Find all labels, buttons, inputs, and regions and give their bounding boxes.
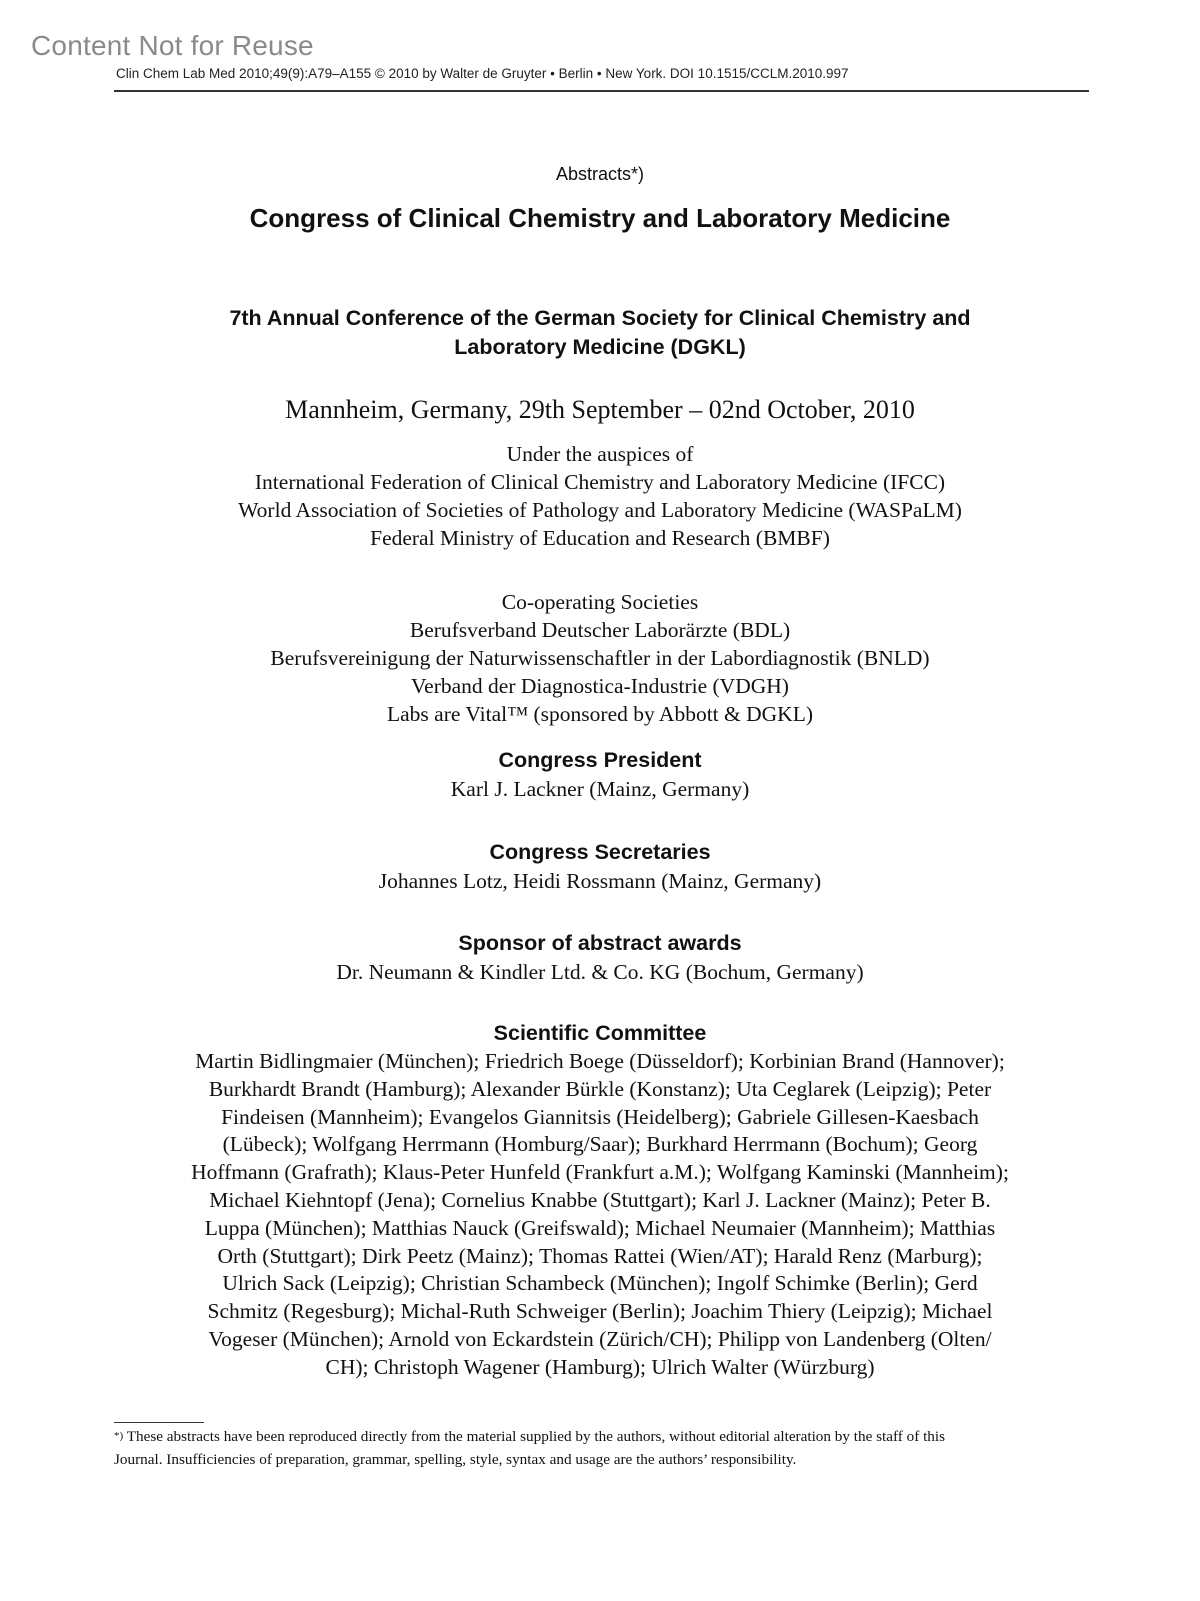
committee-members [110,1048,1090,1382]
sponsor-name: Dr. Neumann & Kindler Ltd. & Co. KG (Bochum, Germany) [336,960,864,984]
sponsor-section [100,928,1100,987]
president-name: Karl J. Lackner (Mainz, Germany) [450,777,750,801]
auspices-line: Under the auspices of [506,442,694,466]
conference-location: Mannheim, Germany, 29th September – 02nd October, 2010 [285,395,915,424]
watermark: Content Not for Reuse [31,30,314,61]
conference-title-line-1: 7th Annual Conference of the German Society for Clinical Chemistry and [229,306,971,330]
footnote-mark: *) [114,1430,124,1442]
auspices-block [100,440,1100,552]
abstracts-kicker: Abstracts*) [555,164,645,184]
journal-citation: Clin Chem Lab Med 2010;49(9):A79–A155 © 2010 by Walter de Gruyter • Berlin • New York. DOI 10.1515/CCLM.2010.997 [116,66,849,81]
cooperating-line: Co-operating Societies [501,590,699,614]
auspices-line: Federal Ministry of Education and Research (BMBF) [370,526,830,550]
committee-line: Luppa (München); Matthias Nauck (Greifswald); Michael Neumaier (Mannheim); Matthias [204,1215,996,1240]
committee-line: Vogeser (München); Arnold von Eckardstein (Zürich/CH); Philipp von Landenberg (Olten/ [208,1326,992,1351]
cooperating-line: Berufsvereinigung der Naturwissenschaftler in der Labordiagnostik (BNLD) [270,646,930,670]
secretaries-heading: Congress Secretaries [489,840,711,864]
committee-heading: Scientific Committee [493,1021,707,1045]
footnote-line-2: Journal. Insufficiencies of preparation, grammar, spelling, style, syntax and usage are the authors’ responsibility. [114,1451,797,1468]
committee-line: Michael Kiehntopf (Jena); Cornelius Knabbe (Stuttgart); Karl J. Lackner (Mainz); Peter B. [209,1187,991,1212]
committee-line: Schmitz (Regesburg); Michal-Ruth Schweiger (Berlin); Joachim Thiery (Leipzig); Michael [207,1299,993,1324]
cooperating-line: Verband der Diagnostica-Industrie (VDGH) [411,674,789,698]
scientific-committee-section [110,1018,1090,1382]
president-heading: Congress President [498,748,702,772]
committee-line: (Lübeck); Wolfgang Herrmann (Homburg/Saar); Burkhard Herrmann (Bochum); Georg [222,1132,978,1157]
sponsor-heading: Sponsor of abstract awards [458,931,742,955]
footnote [114,1425,1089,1471]
footnote-text-1: These abstracts have been reproduced directly from the material supplied by the authors, without editorial alteration by the staff of this [126,1428,946,1445]
cooperating-line: Berufsverband Deutscher Laborärzte (BDL) [409,618,791,642]
committee-line: Martin Bidlingmaier (München); Friedrich Boege (Düsseldorf); Korbinian Brand (Hannover); [195,1049,1005,1073]
page-title: Congress of Clinical Chemistry and Laboratory Medicine [249,203,951,233]
header-rule [114,90,1089,92]
auspices-line: World Association of Societies of Pathology and Laboratory Medicine (WASPaLM) [238,498,962,522]
conference-title-line-2: Laboratory Medicine (DGKL) [454,335,746,359]
auspices-line: International Federation of Clinical Chemistry and Laboratory Medicine (IFCC) [254,470,946,494]
committee-line: Findeisen (Mannheim); Evangelos Giannitsis (Heidelberg); Gabriele Gillesen-Kaesbach [221,1104,979,1129]
cooperating-societies-block [100,588,1100,728]
secretaries-section [100,837,1100,896]
conference-title [100,304,1100,362]
committee-line: Orth (Stuttgart); Dirk Peetz (Mainz); Thomas Rattei (Wien/AT); Harald Renz (Marburg); [217,1243,983,1268]
footnote-rule [114,1422,204,1423]
committee-line: Hoffmann (Grafrath); Klaus-Peter Hunfeld (Frankfurt a.M.); Wolfgang Kaminski (Mannheim); [191,1160,1009,1185]
committee-line: CH); Christoph Wagener (Hamburg); Ulrich Walter (Würzburg) [325,1354,875,1379]
cooperating-line: Labs are Vital™ (sponsored by Abbott & DGKL) [386,702,814,726]
president-section [100,745,1100,804]
footnote-line-1 [114,1425,1089,1448]
committee-line: Ulrich Sack (Leipzig); Christian Schambeck (München); Ingolf Schimke (Berlin); Gerd [222,1271,978,1296]
committee-line: Burkhardt Brandt (Hamburg); Alexander Bürkle (Konstanz); Uta Ceglarek (Leipzig); Peter [208,1076,992,1101]
secretaries-names: Johannes Lotz, Heidi Rossmann (Mainz, Germany) [378,869,822,893]
